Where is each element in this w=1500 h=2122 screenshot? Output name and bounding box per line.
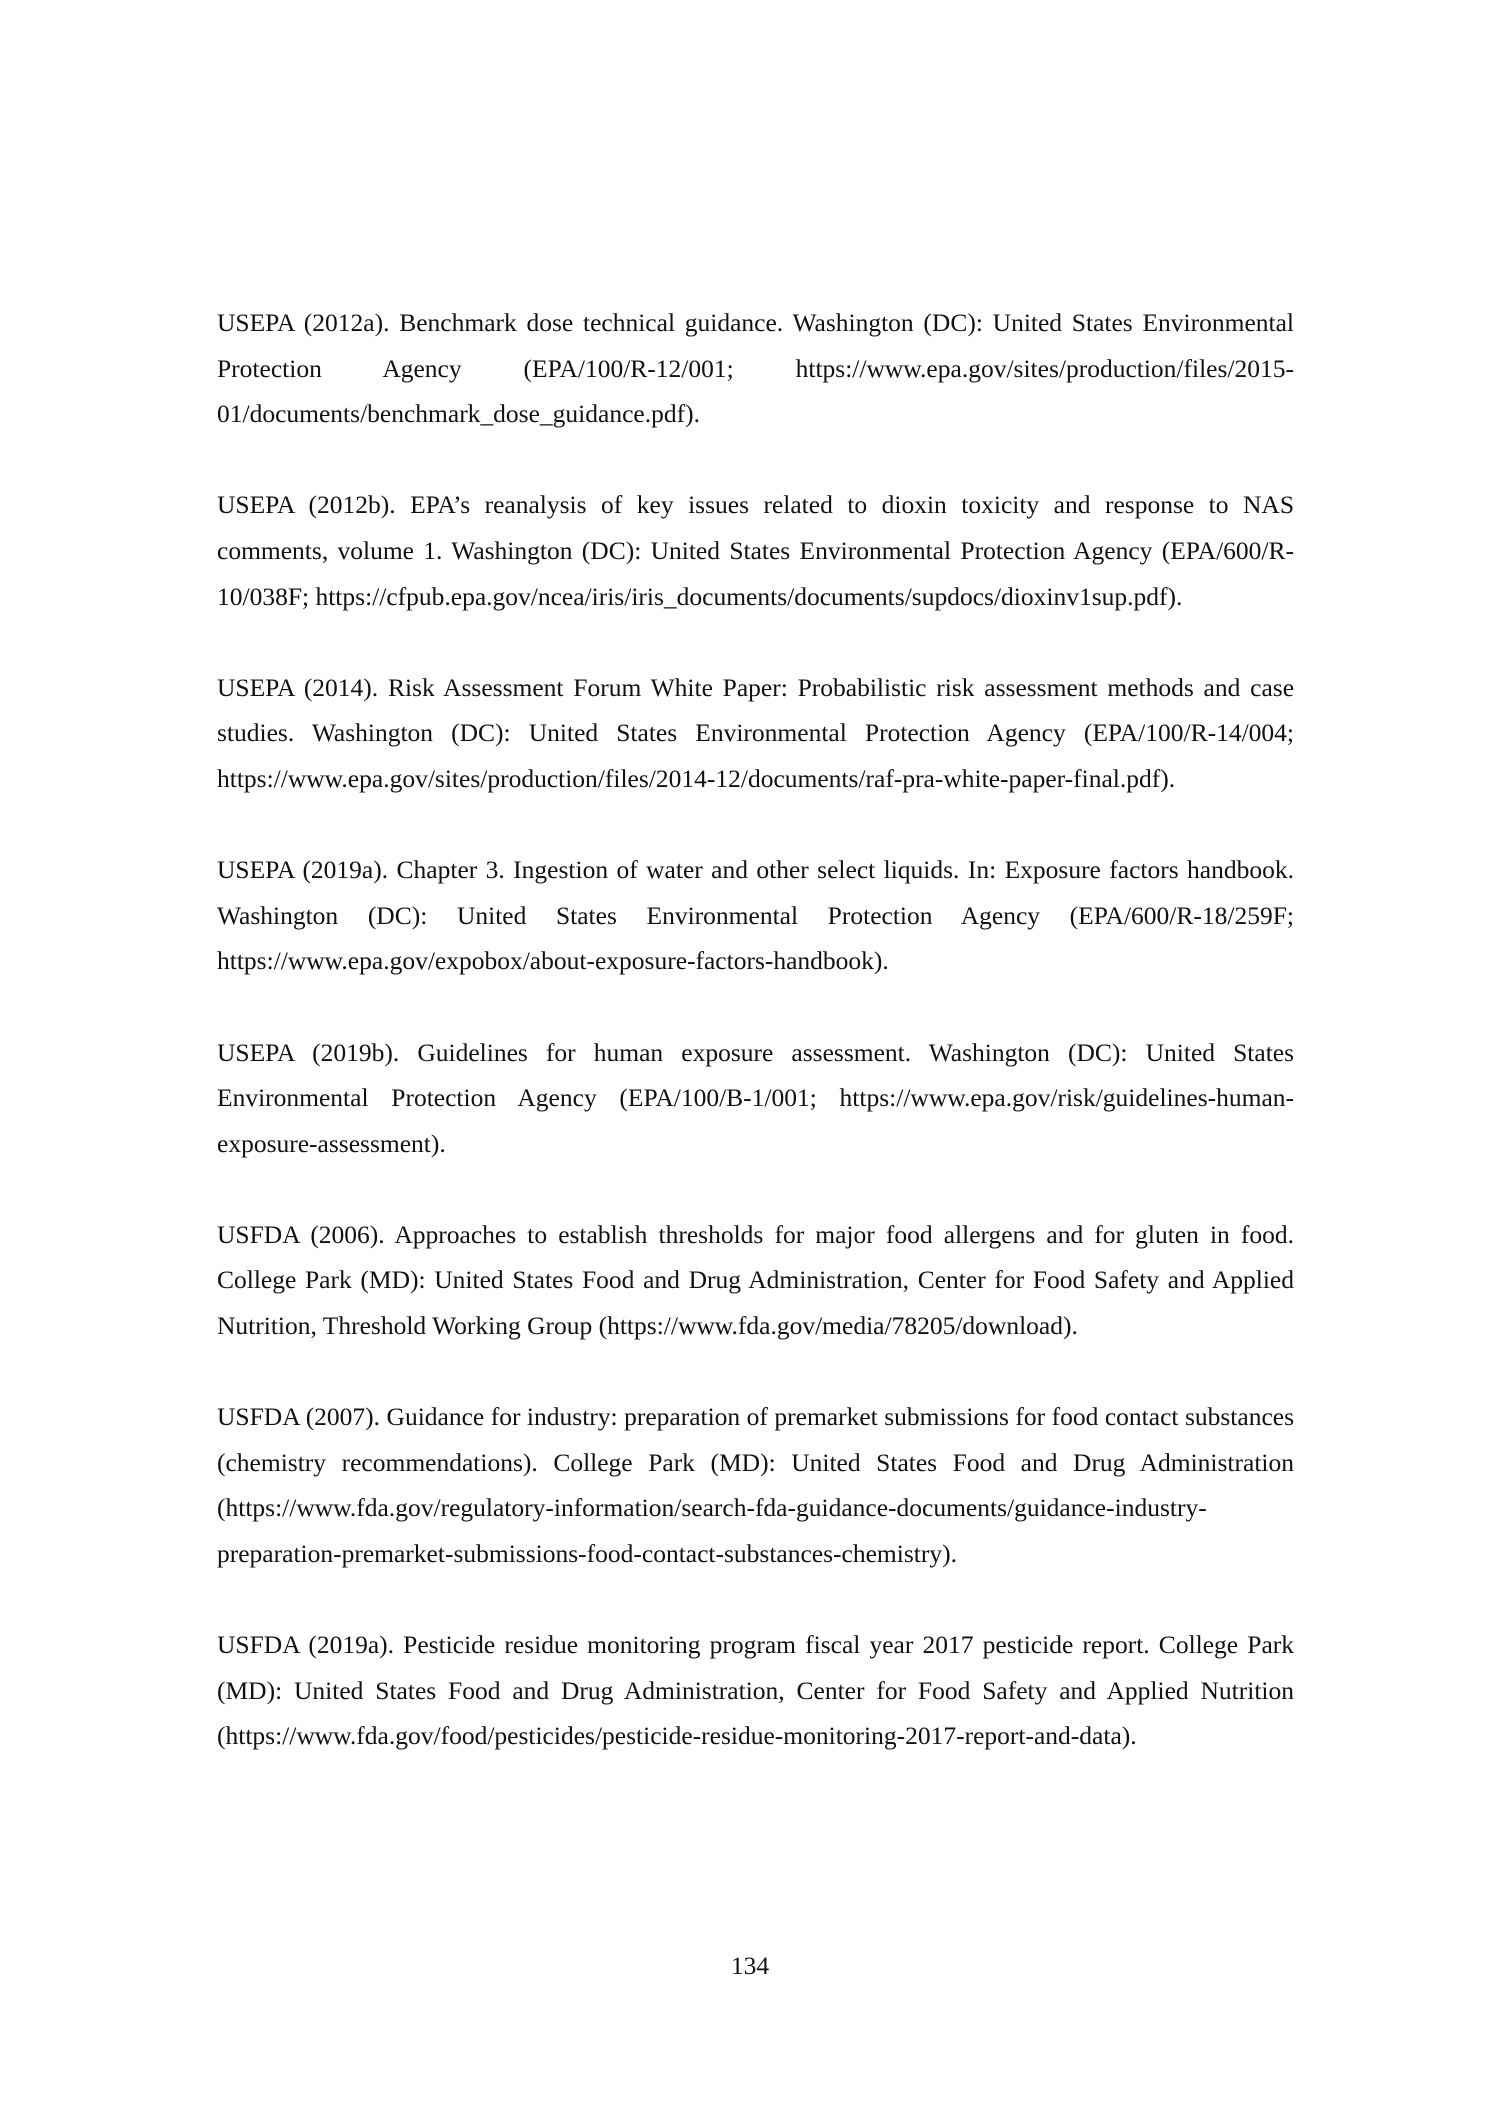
reference-year: (2014). <box>303 672 379 702</box>
reference-body: Guidelines for human exposure assessment. Washington (DC): United States Environmental Protection Agency (EPA/100/B-1/001; https://www.epa.gov/risk/guidelines-human-exposure-assessment). <box>217 1037 1295 1158</box>
reference-body: EPA’s reanalysis of key issues related to dioxin toxicity and response to NAS comments, volume 1. Washington (DC): United States Environmental Protection Agency (EPA/600/R-10/038F; https://cfpub.epa.gov/ncea/iris/iris_documents/documents/supdocs/dioxinv1sup.pdf). <box>217 490 1294 611</box>
reference-year: (2019a). <box>308 1630 395 1660</box>
reference-author: USEPA <box>217 855 295 885</box>
reference-year: (2006). <box>310 1219 385 1249</box>
reference-body: Benchmark dose technical guidance. Washington (DC): United States Environmental Protection Agency (EPA/100/R-12/001; https://www.epa.gov/sites/production/files/2015-01/documents/benchmark_dose_guidance.pdf). <box>217 308 1295 429</box>
reference-entry <box>217 1622 1294 1759</box>
reference-entry <box>217 300 1294 437</box>
page-number: 134 <box>730 1951 770 1980</box>
reference-entry <box>217 847 1294 984</box>
reference-body: Approaches to establish thresholds for major food allergens and for gluten in food. College Park (MD): United States Food and Drug Administration, Center for Food Safety and Applied Nutrition, Threshold Working Group (https://www.fda.gov/media/78205/download). <box>217 1219 1295 1341</box>
reference-body: Pesticide residue monitoring program fiscal year 2017 pesticide report. College Park (MD): United States Food and Drug Administration, Center for Food Safety and Applied Nutrition (https://www.fda.gov/food/pesticides/pesticide-residue-monitoring-2017-report-and-data). <box>217 1630 1295 1751</box>
reference-body: Risk Assessment Forum White Paper: Probabilistic risk assessment methods and case studies. Washington (DC): United States Environmental Protection Agency (EPA/100/R-14/004; https://www.epa.gov/sites/production/files/2014-12/documents/raf-pra-white-paper-final.pdf). <box>217 672 1295 793</box>
reference-year: (2007). <box>305 1402 381 1432</box>
reference-author: USEPA <box>217 308 295 337</box>
reference-year: (2012a). <box>303 308 390 337</box>
reference-year: (2019a). <box>302 855 389 885</box>
reference-author: USFDA <box>217 1219 300 1249</box>
reference-author: USEPA <box>217 490 295 520</box>
reference-entry <box>217 1212 1294 1349</box>
reference-author: USFDA <box>217 1630 300 1660</box>
reference-year: (2019b). <box>312 1037 400 1067</box>
reference-list <box>217 300 1294 1805</box>
reference-entry <box>217 1394 1294 1576</box>
reference-entry <box>217 665 1294 802</box>
reference-body: Guidance for industry: preparation of premarket submissions for food contact substances (chemistry recommendations). College Park (MD): United States Food and Drug Administration (https://www.fda.gov/regulatory-information/search-fda-guidance-documents/guidance-industry-preparation-premarket-submissions-food-contact-substances-chemistry). <box>217 1402 1295 1569</box>
reference-entry <box>217 1030 1294 1167</box>
reference-author: USEPA <box>217 1037 295 1067</box>
reference-author: USFDA <box>217 1402 300 1432</box>
reference-year: (2012b). <box>308 490 396 520</box>
reference-author: USEPA <box>217 672 295 702</box>
reference-entry <box>217 482 1294 619</box>
reference-body: Chapter 3. Ingestion of water and other select liquids. In: Exposure factors handbook. Washington (DC): United States Environmental Protection Agency (EPA/600/R-18/259F; https://www.epa.gov/expobox/about-exposure-factors-handbook). <box>217 855 1295 976</box>
